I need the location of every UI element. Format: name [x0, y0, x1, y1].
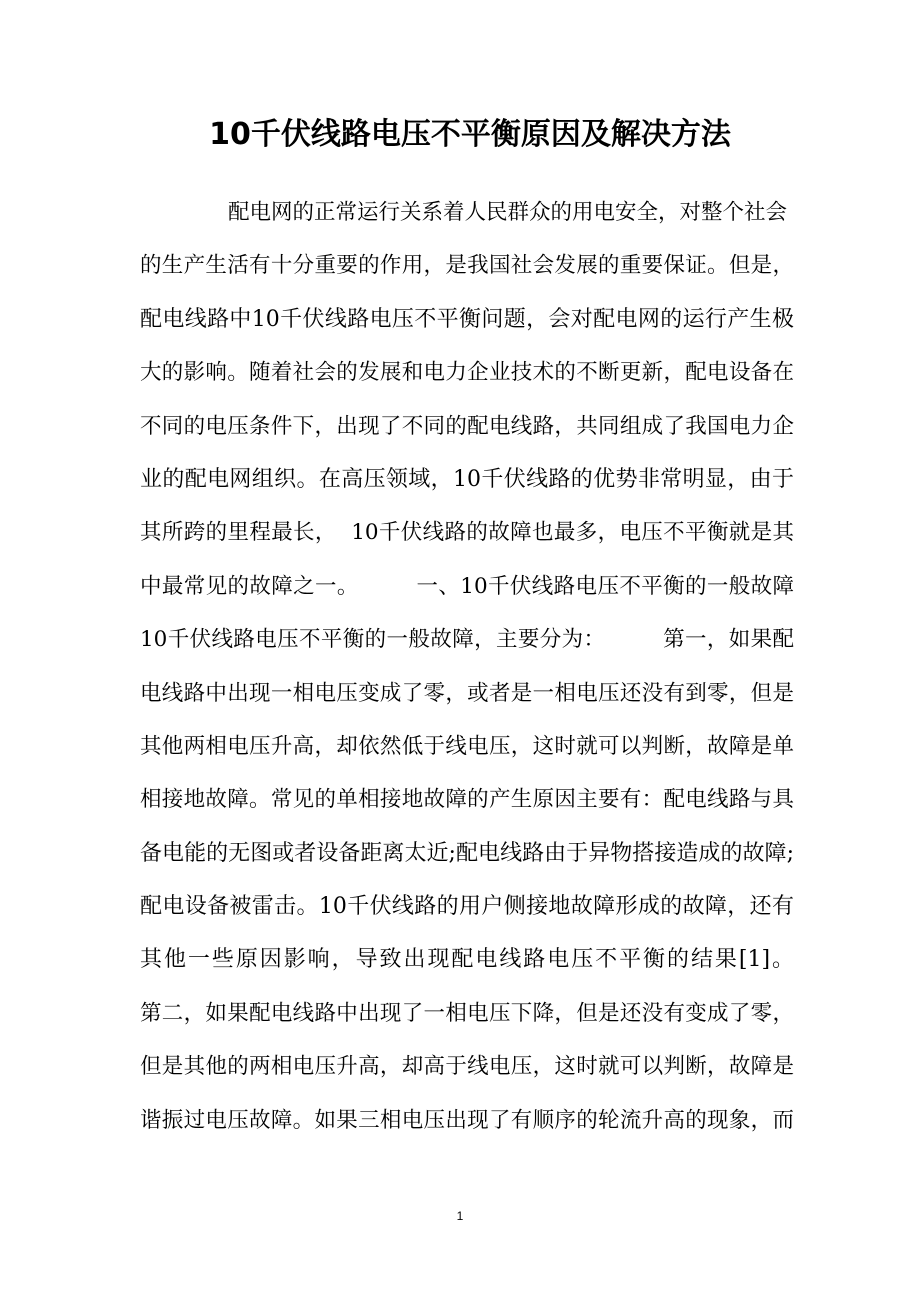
text-line: 相接地故障。常见的单相接地故障的产生原因主要有：配电线路与具: [140, 787, 794, 813]
text-line: 其他一些原因影响，导致出现配电线路电压不平衡的结果[1]。: [140, 947, 794, 973]
text-line: 中最常见的故障之一。 一、10千伏线路电压不平衡的一般故障: [140, 573, 794, 599]
text-line: 不同的电压条件下，出现了不同的配电线路，共同组成了我国电力企: [140, 413, 794, 439]
text-line: 的生产生活有十分重要的作用，是我国社会发展的重要保证。但是，: [140, 253, 794, 279]
text-line: 10千伏线路电压不平衡的一般故障，主要分为： 第一，如果配: [140, 627, 794, 653]
text-line: 配电设备被雷击。10千伏线路的用户侧接地故障形成的故障，还有: [140, 894, 794, 920]
text-line: 电线路中出现一相电压变成了零，或者是一相电压还没有到零，但是: [140, 680, 794, 706]
text-line: 配电线路中10千伏线路电压不平衡问题，会对配电网的运行产生极: [140, 306, 794, 332]
text-line: 其所跨的里程最长， 10千伏线路的故障也最多，电压不平衡就是其: [140, 520, 794, 546]
text-line: 业的配电网组织。在高压领域，10千伏线路的优势非常明显，由于: [140, 466, 794, 492]
text-line: 其他两相电压升高，却依然低于线电压，这时就可以判断，故障是单: [140, 733, 794, 759]
text-line: 但是其他的两相电压升高，却高于线电压，这时就可以判断，故障是: [140, 1054, 794, 1080]
text-line: 大的影响。随着社会的发展和电力企业技术的不断更新，配电设备在: [140, 360, 794, 386]
text-line: 第二，如果配电线路中出现了一相电压下降，但是还没有变成了零，: [140, 1000, 794, 1026]
text-line: 谐振过电压故障。如果三相电压出现了有顺序的轮流升高的现象，而: [140, 1107, 794, 1133]
document-title: 10千伏线路电压不平衡原因及解决方法: [209, 117, 731, 152]
text-line: 配电网的正常运行关系着人民群众的用电安全，对整个社会: [228, 200, 788, 225]
document-body: [140, 186, 794, 1147]
text-line: 备电能的无图或者设备距离太近;配电线路由于异物搭接造成的故障;: [140, 840, 794, 866]
page-number: 1: [456, 1209, 464, 1223]
